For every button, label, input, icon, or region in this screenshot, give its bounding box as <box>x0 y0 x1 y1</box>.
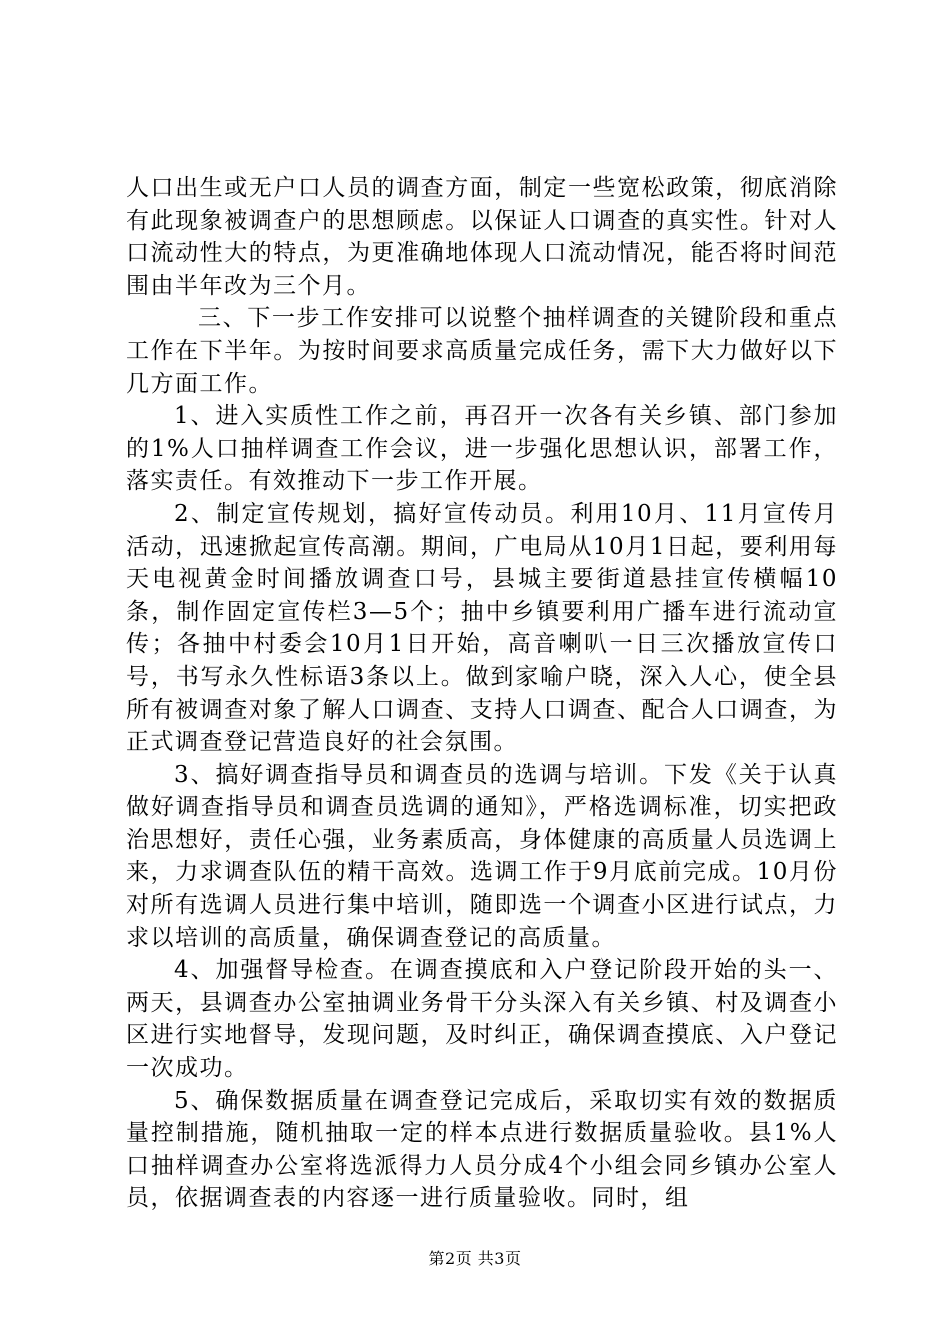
paragraph-section-three: 三、下一步工作安排可以说整个抽样调查的关键阶段和重点工作在下半年。为按时间要求高质量完成任务，需下大力做好以下几方面工作。 <box>126 305 838 397</box>
paragraph-item-4: 4、加强督导检查。在调查摸底和入户登记阶段开始的头一、两天，县调查办公室抽调业务骨干分头深入有关乡镇、村及调查小区进行实地督导，发现问题，及时纠正，确保调查摸底、入户登记一次成功。 <box>126 957 838 1082</box>
page-footer: 第2页 共3页 <box>428 1249 522 1268</box>
paragraph-item-3: 3、搞好调查指导员和调查员的选调与培训。下发《关于认真做好调查指导员和调查员选调的通知》，严格选调标准，切实把政治思想好，责任心强，业务素质高，身体健康的高质量人员选调上来，力求调查队伍的精干高效。选调工作于9月底前完成。10月份对所有选调人员进行集中培训，随即选一个调查小区进行试点，力求以培训的高质量，确保调查登记的高质量。 <box>126 761 838 951</box>
paragraph-item-2: 2、制定宣传规划，搞好宣传动员。利用10月、11月宣传月活动，迅速掀起宣传高潮。期间，广电局从10月1日起，要利用每天电视黄金时间播放调查口号，县城主要街道悬挂宣传横幅10条，制作固定宣传栏3—5个；抽中乡镇要利用广播车进行流动宣传；各抽中村委会10月1日开始，高音喇叭一日三次播放宣传口号，书写永久性标语3条以上。做到家喻户晓，深入人心，使全县所有被调查对象了解人口调查、支持人口调查、配合人口调查，为正式调查登记营造良好的社会氛围。 <box>126 500 838 756</box>
paragraph-continued: 人口出生或无户口人员的调查方面，制定一些宽松政策，彻底消除有此现象被调查户的思想顾虑。以保证人口调查的真实性。针对人口流动性大的特点，为更准确地体现人口流动情况，能否将时间范围由半年改为三个月。 <box>126 175 838 299</box>
paragraph-item-5: 5、确保数据质量在调查登记完成后，采取切实有效的数据质量控制措施，随机抽取一定的样本点进行数据质量验收。县1%人口抽样调查办公室将选派得力人员分成4个小组会同乡镇办公室人员，依据调查表的内容逐一进行质量验收。同时，组 <box>126 1087 838 1212</box>
document-body <box>126 172 838 1215</box>
paragraph-item-1: 1、进入实质性工作之前，再召开一次各有关乡镇、部门参加的1%人口抽样调查工作会议，进一步强化思想认识，部署工作，落实责任。有效推动下一步工作开展。 <box>126 403 838 495</box>
